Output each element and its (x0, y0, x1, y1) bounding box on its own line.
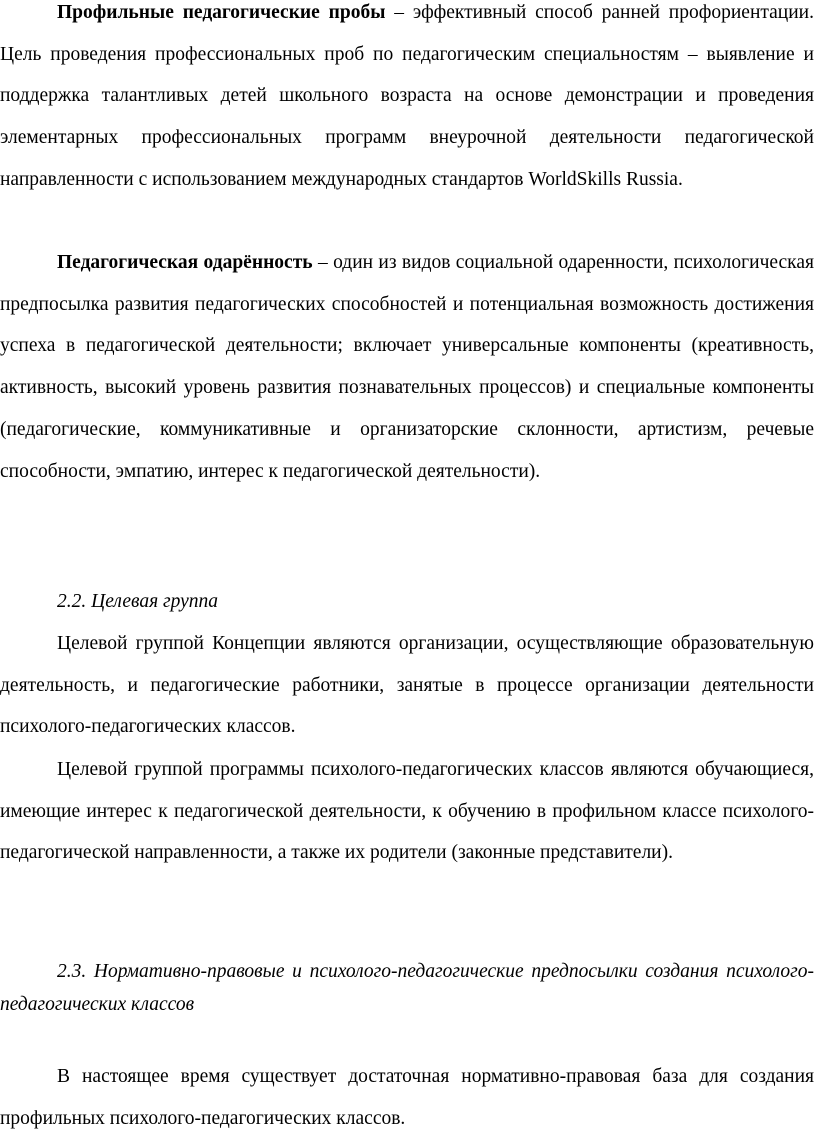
term-profile-trials: Профильные педагогические пробы (57, 2, 386, 23)
paragraph-legal-base: В настоящее время существует достаточная нормативно-правовая база для создания профильных психолого-педагогических классов. (0, 1066, 814, 1129)
definition-profile-trials: – эффективный способ ранней профориентации. Цель проведения профессиональных проб по педагогическим специальностям – выявление и поддержка талантливых детей школьного возраста на основе демонстрации и проведения элементарных профессиональных программ внеурочной деятельности педагогической направленности с использованием международных стандартов WorldSkills Russia. (0, 2, 814, 190)
definition-pedagogical-giftedness: – один из видов социальной одаренности, психологическая предпосылка развития педагогических способностей и потенциальная возможность достижения успеха в педагогической деятельности; включает универсальные компоненты (креативность, активность, высокий уровень развития познавательных процессов) и специальные компоненты (педагогические, коммуникативные и организаторские склонности, артистизм, речевые способности, эмпатию, интерес к педагогической деятельности). (0, 252, 814, 482)
term-pedagogical-giftedness: Педагогическая одарённость (57, 252, 313, 273)
section-heading-target-group: 2.2. Целевая группа (57, 591, 219, 612)
paragraph-target-group-program: Целевой группой программы психолого-педагогических классов являются обучающиеся, имеющие интерес к педагогической деятельности, к обучению в профильном классе психолого-педагогической направленности, а также их родители (законные представители). (0, 759, 814, 864)
paragraph-pedagogical-giftedness (0, 242, 814, 492)
paragraph-target-group-concept: Целевой группой Концепции являются организации, осуществляющие образовательную деятельность, и педагогические работники, занятые в процессе организации деятельности психолого-педагогических классов. (0, 633, 814, 738)
paragraph-profile-trials (0, 0, 814, 201)
section-heading-prerequisites: 2.3. Нормативно-правовые и психолого-педагогические предпосылки создания психолого-педагогических классов (0, 961, 814, 1015)
